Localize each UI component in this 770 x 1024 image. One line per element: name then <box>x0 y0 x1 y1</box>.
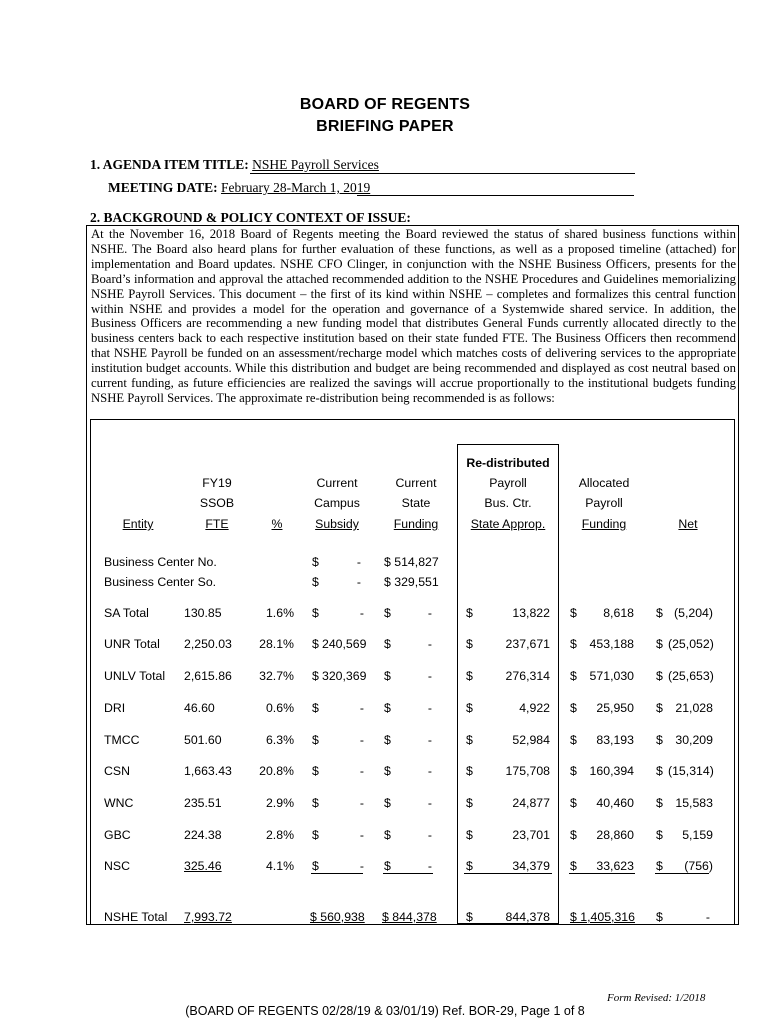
row-state-sym: $ <box>384 637 391 651</box>
row-net: (25,052) <box>668 637 714 651</box>
row-pct: 20.8% <box>259 764 294 778</box>
row-pct: 0.6% <box>265 701 294 715</box>
row-allocated: 160,394 <box>589 764 634 778</box>
header-redist-4: State Approp. <box>470 517 546 531</box>
row-redist-sym: $ <box>466 796 473 810</box>
total-net: - <box>705 910 710 924</box>
header-fte-2: SSOB <box>199 496 235 510</box>
row-subsidy: - <box>359 796 364 810</box>
row-redist: 237,671 <box>505 637 550 651</box>
header-redist-1: Re-distributed <box>466 456 550 470</box>
row-state-sym: $ <box>384 764 391 778</box>
row-fte: 1,663.43 <box>184 764 232 778</box>
row-redist: 175,708 <box>505 764 550 778</box>
row-redist: 52,984 <box>512 733 550 747</box>
row-subsidy: - <box>359 764 364 778</box>
row-state-sym: $ <box>384 669 391 683</box>
bc-subsidy-sym: $ <box>312 555 319 569</box>
row-state: - <box>427 828 432 842</box>
row-entity: UNR Total <box>104 637 160 651</box>
agenda-title: NSHE Payroll Services <box>252 157 379 172</box>
row-state-sym: $ <box>384 701 391 715</box>
row-subsidy: 240,569 <box>322 637 367 651</box>
row-state-sym: $ <box>384 606 391 620</box>
row-pct: 32.7% <box>259 669 294 683</box>
row-net: 15,583 <box>675 796 713 810</box>
meeting-date-label: MEETING DATE: <box>108 180 218 195</box>
header-subsidy-1: Current <box>316 476 358 490</box>
row-subsidy-sym: $ <box>312 859 319 873</box>
row-net-sym: $ <box>656 606 663 620</box>
header-allocated-3: Funding <box>581 517 627 531</box>
row-fte: 235.51 <box>184 796 222 810</box>
row-state: - <box>427 606 432 620</box>
row-subsidy-sym: $ <box>312 669 319 683</box>
row-allocated-sym: $ <box>570 828 577 842</box>
row-allocated: 33,623 <box>596 859 634 873</box>
row-allocated-sym: $ <box>570 796 577 810</box>
row-entity: NSC <box>104 859 130 873</box>
row-net: (5,204) <box>674 606 713 620</box>
row-net-sym: $ <box>656 796 663 810</box>
row-state-sym: $ <box>384 859 391 873</box>
row-entity: DRI <box>104 701 126 715</box>
row-entity: CSN <box>104 764 130 778</box>
meeting-underline <box>357 195 634 196</box>
meeting-date: February 28-March 1, 2019 <box>221 180 371 195</box>
row-state: - <box>427 637 432 651</box>
row-net: 5,159 <box>682 828 713 842</box>
header-state-1: Current <box>395 476 437 490</box>
row-fte: 46.60 <box>184 701 215 715</box>
row-state-sym: $ <box>384 828 391 842</box>
row-fte: 224.38 <box>184 828 222 842</box>
row-subsidy-sym: $ <box>312 828 319 842</box>
bc-state: $ 514,827 <box>384 555 439 569</box>
row-state: - <box>427 764 432 778</box>
header-entity: Entity <box>122 517 154 531</box>
total-redist: 844,378 <box>505 910 550 924</box>
header-subsidy-3: Subsidy <box>315 517 359 531</box>
row-net-sym: $ <box>656 669 663 683</box>
header-pct: % <box>271 517 283 531</box>
header-allocated-1: Allocated <box>578 476 630 490</box>
row-redist: 23,701 <box>512 828 550 842</box>
row-redist-sym: $ <box>466 828 473 842</box>
row-state: - <box>427 669 432 683</box>
row-redist: 13,822 <box>512 606 550 620</box>
row-redist-sym: $ <box>466 637 473 651</box>
header-redist-3: Bus. Ctr. <box>484 496 532 510</box>
row-subsidy-sym: $ <box>312 637 319 651</box>
row-allocated: 40,460 <box>596 796 634 810</box>
bc-subsidy: - <box>356 575 361 589</box>
row-subsidy: 320,369 <box>322 669 367 683</box>
row-allocated-sym: $ <box>570 606 577 620</box>
row-net: 30,209 <box>675 733 713 747</box>
row-allocated: 25,950 <box>596 701 634 715</box>
row-allocated-sym: $ <box>570 859 577 873</box>
header-fte-1: FY19 <box>202 476 232 490</box>
total-entity: NSHE Total <box>104 910 168 924</box>
row-redist-sym: $ <box>466 701 473 715</box>
row-redist-sym: $ <box>466 859 473 873</box>
row-redist-sym: $ <box>466 606 473 620</box>
row-subsidy-sym: $ <box>312 796 319 810</box>
header-redist-2: Payroll <box>489 476 527 490</box>
background-text: At the November 16, 2018 Board of Regents meeting the Board reviewed the status of shared business functions within NSHE. The Board also heard plans for further evaluation of these functions, as well as a proposed timeline (attached) for implementation and Board updates. NSHE CFO Clinger, in conjunction with the NSHE Business Officers, presents for the Board’s information and approval the attached recommended addition to the NSHE Procedures and Guidelines memorializing NSHE Payroll Services. This document – the first of its kind within NSHE – completes and formalizes this central function within NSHE and provides a model for the operation and governance of a Systemwide shared service. In addition, the Business Officers are recommending a new funding model that distributes General Funds currently allocated directly to the business centers back to each respective institution based on their state funded FTE. The Business Officers then recommend that NSHE Payroll be funded on an assessment/recharge model which matches costs of delivering services to the appropriate institution budget accounts. While this distribution and budget are being recommended and displayed as cost neutral based on current funding, as future efficiencies are realized the savings will accrue proportionally to the institutional budgets funding NSHE Payroll Services. The approximate re-distribution being recommended is as follows: <box>91 227 736 405</box>
row-entity: SA Total <box>104 606 149 620</box>
header-allocated-2: Payroll <box>585 496 623 510</box>
row-pct: 2.8% <box>265 828 294 842</box>
row-fte: 2,250.03 <box>184 637 232 651</box>
row-net-sym: $ <box>656 828 663 842</box>
row-allocated-sym: $ <box>570 637 577 651</box>
row-allocated: 453,188 <box>589 637 634 651</box>
row-allocated: 8,618 <box>603 606 634 620</box>
total-fte: 7,993.72 <box>184 910 232 924</box>
header-state-3: Funding <box>393 517 439 531</box>
bc-name: Business Center So. <box>104 575 217 589</box>
row-allocated-sym: $ <box>570 733 577 747</box>
row-redist: 276,314 <box>505 669 550 683</box>
bc-subsidy-sym: $ <box>312 575 319 589</box>
agenda-underline <box>250 173 635 174</box>
background-heading: 2. BACKGROUND & POLICY CONTEXT OF ISSUE: <box>90 210 411 225</box>
document-title: BOARD OF REGENTS <box>299 96 471 113</box>
row-redist-sym: $ <box>466 733 473 747</box>
header-net: Net <box>678 517 698 531</box>
row-net-sym: $ <box>656 764 663 778</box>
row-entity: TMCC <box>104 733 140 747</box>
redistributed-column-box <box>457 444 559 924</box>
row-fte: 2,615.86 <box>184 669 232 683</box>
header-fte-3: FTE <box>205 517 229 531</box>
row-pct: 1.6% <box>265 606 294 620</box>
row-net-sym: $ <box>656 733 663 747</box>
bc-name: Business Center No. <box>104 555 217 569</box>
row-redist: 4,922 <box>519 701 550 715</box>
row-entity: UNLV Total <box>104 669 166 683</box>
bc-subsidy: - <box>356 555 361 569</box>
row-subsidy-sym: $ <box>312 701 319 715</box>
row-allocated-sym: $ <box>570 669 577 683</box>
row-subsidy-sym: $ <box>312 764 319 778</box>
row-state: - <box>427 701 432 715</box>
bc-state: $ 329,551 <box>384 575 439 589</box>
row-state: - <box>427 733 432 747</box>
row-allocated-sym: $ <box>570 701 577 715</box>
row-redist-sym: $ <box>466 669 473 683</box>
row-fte: 501.60 <box>184 733 222 747</box>
row-state: - <box>427 859 432 873</box>
document-subtitle: BRIEFING PAPER <box>316 118 454 135</box>
row-redist: 34,379 <box>512 859 550 873</box>
row-subsidy: - <box>359 859 364 873</box>
row-subsidy: - <box>359 828 364 842</box>
row-pct: 6.3% <box>265 733 294 747</box>
row-subsidy: - <box>359 733 364 747</box>
meeting-date-row <box>108 180 370 196</box>
total-net-sym: $ <box>656 910 663 924</box>
page-reference: (BOARD OF REGENTS 02/28/19 & 03/01/19) Ref. BOR-29, Page 1 of 8 <box>185 1004 585 1018</box>
row-state-sym: $ <box>384 733 391 747</box>
row-net: (15,314) <box>668 764 714 778</box>
row-pct: 2.9% <box>265 796 294 810</box>
agenda-item <box>90 157 635 173</box>
row-allocated: 571,030 <box>589 669 634 683</box>
row-net-sym: $ <box>656 859 663 873</box>
row-subsidy: - <box>359 606 364 620</box>
row-fte: 130.85 <box>184 606 222 620</box>
row-redist: 24,877 <box>512 796 550 810</box>
header-state-2: State <box>401 496 431 510</box>
row-allocated-sym: $ <box>570 764 577 778</box>
row-subsidy: - <box>359 701 364 715</box>
row-net: 21,028 <box>675 701 713 715</box>
row-state: - <box>427 796 432 810</box>
total-subsidy: $ 560,938 <box>310 910 365 924</box>
row-entity: WNC <box>104 796 134 810</box>
row-net: (756) <box>684 859 713 873</box>
row-pct: 4.1% <box>265 859 294 873</box>
row-allocated: 28,860 <box>596 828 634 842</box>
total-redist-sym: $ <box>466 910 473 924</box>
row-entity: GBC <box>104 828 131 842</box>
header-subsidy-2: Campus <box>314 496 360 510</box>
total-allocated: $ 1,405,316 <box>570 910 635 924</box>
row-net: (25,653) <box>668 669 714 683</box>
row-state-sym: $ <box>384 796 391 810</box>
agenda-label: 1. AGENDA ITEM TITLE: <box>90 157 249 172</box>
row-subsidy-sym: $ <box>312 733 319 747</box>
total-state: $ 844,378 <box>382 910 437 924</box>
row-redist-sym: $ <box>466 764 473 778</box>
row-pct: 28.1% <box>259 637 294 651</box>
row-net-sym: $ <box>656 637 663 651</box>
row-net-sym: $ <box>656 701 663 715</box>
row-subsidy-sym: $ <box>312 606 319 620</box>
form-revised: Form Revised: 1/2018 <box>607 992 706 1004</box>
row-allocated: 83,193 <box>596 733 634 747</box>
row-fte: 325.46 <box>184 859 222 873</box>
